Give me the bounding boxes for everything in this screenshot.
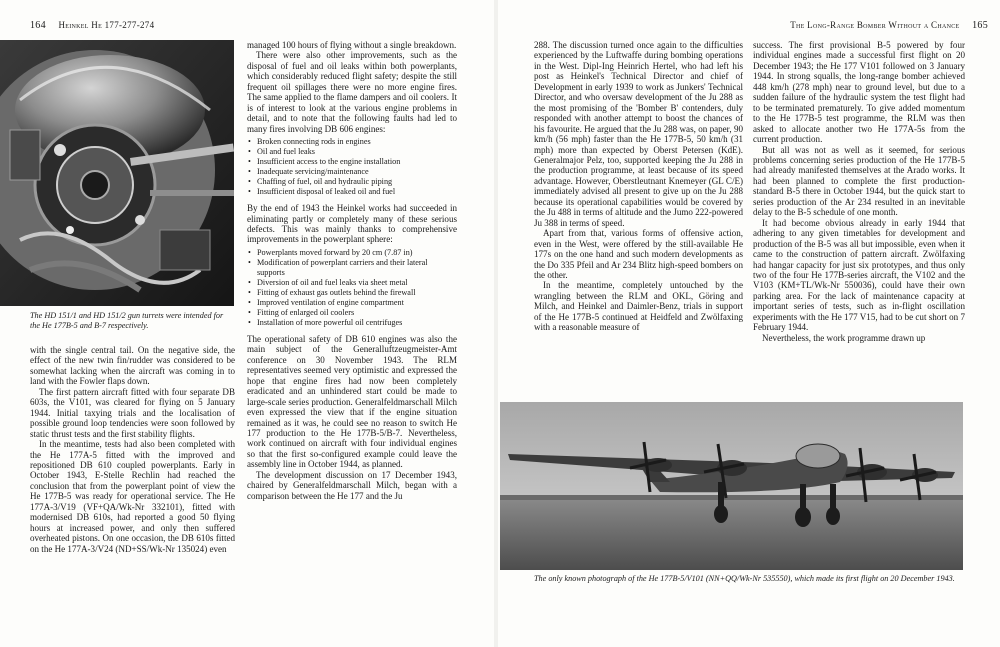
paragraph: 288. The discussion turned once again to the difficulties experienced by the Luftwaffe during bombing operations in the West. Dipl-Ing Heinrich Hertel, who had left his post as Heinkel's Technical Director and chief of Development in early 1939 to work as Junkers' Technical Director, and who oversaw development of the Ju 288 as the most promising of the 'Bomber B' contenders, duly responded with another attempt to boost the chances of his favourite. He argued that the Ju 288 was, on paper, 90 km/h (56 mph) faster than the He 177B-5, 50 km/h (31 mph) more than expected by Oberst Petersen (KdE). Generalmajor Pelz, too, supported keeping the Ju 288 in the production programme, at least because of its speed advantage. However, Oberstleutnant Knemeyer (GL C/E) immediately advised all present to give up on the Ju 288 because its operational capabilities would be covered by the Ju 488 in terms of altitude and the Jumo 222-powered Ju 388 in terms of speed. bbox=[534, 40, 743, 228]
list-item: • Fitting of exhaust gas outlets behind the firewall bbox=[257, 288, 457, 298]
left-page bbox=[0, 0, 494, 647]
right-column-1 bbox=[534, 40, 743, 333]
engine-faults-list bbox=[247, 137, 457, 197]
gun-turret-photo-image bbox=[0, 40, 234, 306]
list-item: • Modification of powerplant carriers and their lateral supports bbox=[257, 258, 457, 278]
paragraph: managed 100 hours of flying without a single breakdown. bbox=[247, 40, 457, 50]
paragraph: with the single central tail. On the negative side, the effect of the new twin fin/rudder was considered to be somewhat lacking when the aircraft was coming in to land with the Fowler flaps down. bbox=[30, 345, 235, 387]
aircraft-photo-image bbox=[500, 402, 963, 570]
list-item: • Improved ventilation of engine compartment bbox=[257, 298, 457, 308]
list-item: • Installation of more powerful oil centrifuges bbox=[257, 318, 457, 328]
right-column-2 bbox=[753, 40, 965, 343]
list-item: • Fitting of enlarged oil coolers bbox=[257, 308, 457, 318]
running-head-left bbox=[30, 20, 154, 31]
aircraft-photo bbox=[500, 402, 963, 570]
list-item: • Insufficient access to the engine installation bbox=[257, 157, 457, 167]
list-item: • Diversion of oil and fuel leaks via sheet metal bbox=[257, 278, 457, 288]
running-head-right bbox=[790, 20, 988, 31]
running-head-title: Heinkel He 177-277-274 bbox=[58, 20, 155, 30]
paragraph: But all was not as well as it seemed, for serious problems concerning series production of the He 177B-5 had already manifested themselves at the Arado works. It had been planned to complete the first production-standard B-5 there in October 1944, but the quick start to series production of the Ar 234 resulted in an inevitable delay to the B-5 schedule of one month. bbox=[753, 144, 965, 218]
running-head-title: The Long-Range Bomber Without a Chance bbox=[790, 20, 960, 30]
paragraph: It had become obvious already in early 1944 that adhering to any given timetables for development and production of the B-5 was all but impossible, even when it came to the construction of pattern aircraft. Zwölfaxing had hangar capacity for just six prototypes, and thus only two of the four He 177B-series aircraft, the V102 and the V103 (KM+TL/Wk-Nr 550036), could have their own parking area. For the lack of maintenance capacity at important series of tests, such as in-flight oscillation experiments with the He 177 V15, had to be cut short on 7 February 1944. bbox=[753, 217, 965, 333]
left-column-1 bbox=[30, 345, 235, 554]
right-page bbox=[498, 0, 1000, 647]
paragraph: In the meantime, tests had also been completed with the He 177A-5 fitted with the improved and repositioned DB 610 coupled powerplants. Early in October 1943, E-Stelle Rechlin had reached the conclusion that from the powerplant point of view the He 177B-5 was ready for operational service. The He 177A-3/V19 (VF+QA/Wk-Nr 332101), fitted with modernised DB 610s, had reported a good 50 flying hours at increased power, and only then suffered overheated pistons. On one occasion, the DB 610s fitted on the He 177A-3/V24 (ND+SS/Wk-Nr 135024) even bbox=[30, 439, 235, 554]
powerplant-improvements-list bbox=[247, 248, 457, 328]
left-column-2 bbox=[247, 40, 457, 501]
page-number: 164 bbox=[30, 20, 46, 31]
paragraph: There were also other improvements, such as the disposal of fuel and oil leaks within both powerplants, which considerably reduced flight safety; despite the still frequent oil spillages there were no more engine fires. The same applied to the flame dampers and oil coolers. It is of interest to look at the various engine problems in detail, and to note that the following faults had led to many fires involving DB 606 engines: bbox=[247, 50, 457, 134]
gun-turret-photo bbox=[0, 40, 234, 306]
list-item: • Oil and fuel leaks bbox=[257, 147, 457, 157]
aircraft-photo-caption: The only known photograph of the He 177B-5/V101 (NN+QQ/Wk-Nr 535550), which made its first flight on 20 December 1943. bbox=[534, 574, 955, 583]
paragraph: The operational safety of DB 610 engines was also the main subject of the Generalluftzeugmeister-Amt conference on 30 November 1943. The RLM representatives seemed very optimistic and expressed the hope that engine fires had now been completely eradicated and an unhindered start could be made to large-scale series production. Generalfeldmarschall Milch even expressed the view that if the engine situation remained as it was, he could see no reason to switch He 177 production to the He 177B-5/B-7. Nevertheless, work continued on aircraft with four individual engines so that the first so-configured example could leave the assembly line in October 1944, as planned. bbox=[247, 333, 457, 470]
paragraph: Apart from that, various forms of offensive action, even in the West, were offered by the still-available He 177s on the one hand and such modern developments as the Do 335 Pfeil and Ar 234 Blitz high-speed bombers on the other. bbox=[534, 228, 743, 280]
list-item: • Powerplants moved forward by 20 cm (7.87 in) bbox=[257, 248, 457, 258]
page-number: 165 bbox=[972, 20, 988, 31]
list-item: • Insufficient disposal of leaked oil and fuel bbox=[257, 187, 457, 197]
paragraph: success. The first provisional B-5 powered by four individual engines made a successful first flight on 20 December 1943; the He 177 V101 followed on 3 January 1944. In strong squalls, the long-range bomber achieved 448 km/h (278 mph) near to ground level, but due to a sudden failure of the hydraulic system the test flight had to be terminated prematurely. To give added momentum to the He 177B-5 test programme, the RLM was then asked to allocate another two He 177A-5s from the current production. bbox=[753, 40, 965, 145]
list-item: • Inadequate servicing/maintenance bbox=[257, 167, 457, 177]
gun-turret-photo-caption: The HD 151/1 and HD 151/2 gun turrets were intended for the He 177B-5 and B-7 respectively. bbox=[30, 311, 224, 330]
list-item: • Chaffing of fuel, oil and hydraulic piping bbox=[257, 177, 457, 187]
paragraph: Nevertheless, the work programme drawn up bbox=[762, 332, 926, 343]
paragraph: In the meantime, completely untouched by the wrangling between the RLM and OKL, Göring and Milch, and Heinkel and Daimler-Benz, trials in support of the He 177B-5 continued at Heidfeld and Zwölfaxing with a reasonable measure of bbox=[534, 280, 743, 333]
paragraph: The development discussion on 17 December 1943, chaired by Generalfeldmarschall Milch, began with a comparison between the He 177 and the Ju bbox=[247, 469, 457, 501]
list-item: • Broken connecting rods in engines bbox=[257, 137, 457, 147]
paragraph: The first pattern aircraft fitted with four separate DB 603s, the V101, was cleared for flying on 5 January 1944. Initial taxying trials and the localisation of possible ground loop tendencies were soon followed by static thrust tests and the first stability flights. bbox=[30, 386, 235, 439]
paragraph: By the end of 1943 the Heinkel works had succeeded in eliminating partly or completely many of these serious defects. This was mainly thanks to comprehensive improvements in the powerplant sphere: bbox=[247, 203, 457, 245]
